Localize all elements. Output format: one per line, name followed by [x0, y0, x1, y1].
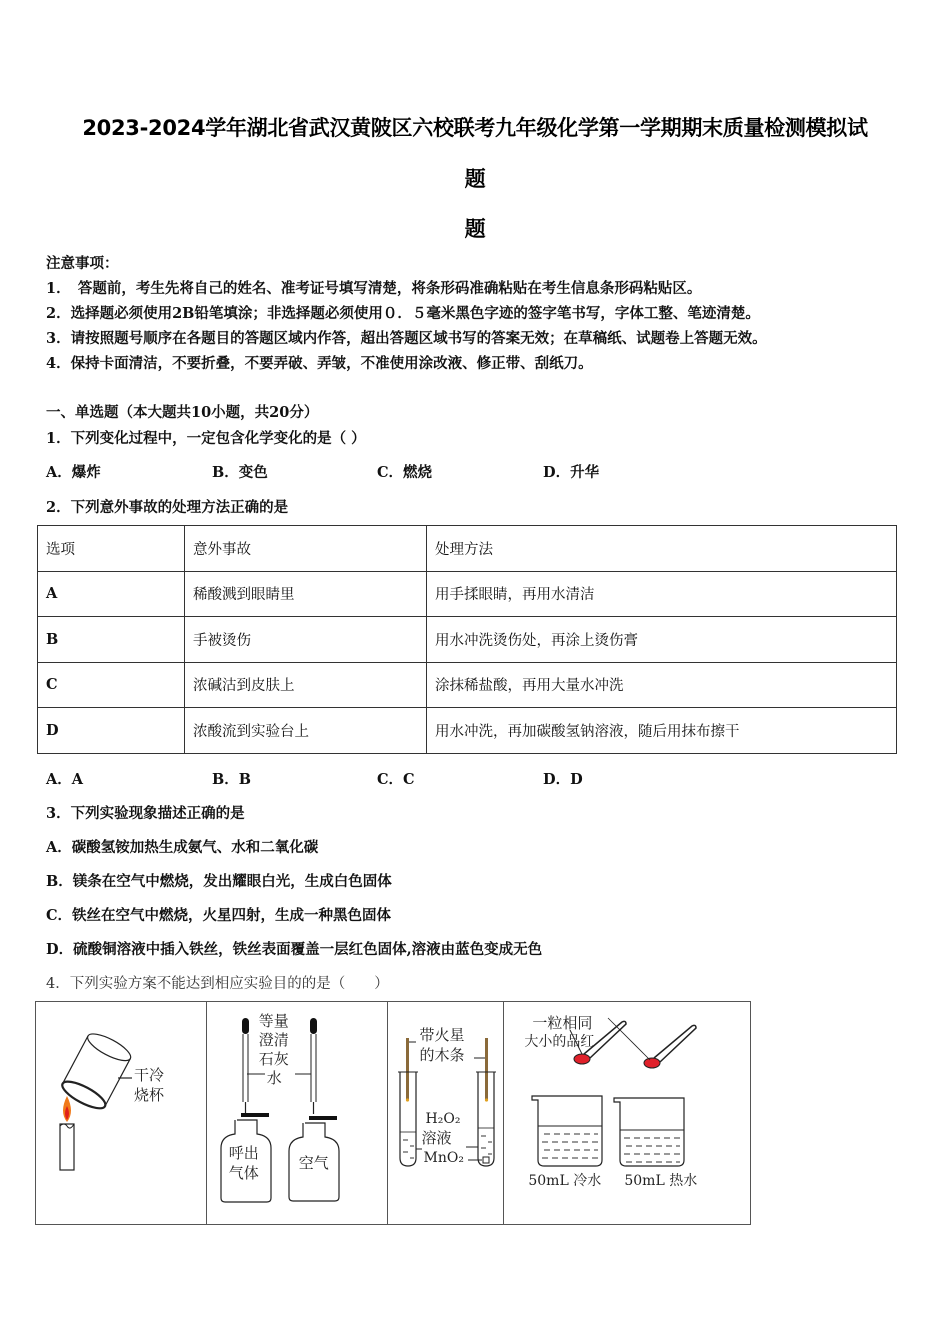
notice-item: 1． 答题前，考生先将自己的姓名、准考证号填写清楚，将条形码准确粘贴在考生信息条形码粘贴区。: [46, 280, 702, 297]
table-cell-accident: 稀酸溅到眼睛里: [185, 571, 427, 617]
exam-title-continued-2: 题: [464, 217, 486, 241]
splint-label: 带火星: [419, 1026, 465, 1044]
reagent-label: 等量: [258, 1012, 289, 1030]
question-2-stem: 2．下列意外事故的处理方法正确的是: [46, 499, 289, 516]
question-3-option-a[interactable]: A．碳酸氢铵加热生成氨气、水和二氧化碳: [46, 839, 319, 856]
experiment-panel-catalyst: [388, 1002, 505, 1224]
table-cell-method: 涂抹稀盐酸，再用大量水冲洗: [427, 662, 897, 708]
bottle-label-exhaled: 呼出: [228, 1144, 259, 1162]
table-cell-option: D: [38, 708, 185, 754]
reagent-label: 澄清: [258, 1031, 289, 1049]
exam-title-continued: 题: [464, 167, 486, 191]
question-1-option-b[interactable]: B．变色: [212, 464, 268, 481]
question-2-option-c[interactable]: C．C: [377, 771, 415, 788]
table-header-cell: 处理方法: [427, 526, 897, 572]
question-3-option-b[interactable]: B．镁条在空气中燃烧，发出耀眼白光，生成白色固体: [46, 873, 392, 890]
splint-label: 的木条: [419, 1046, 465, 1064]
section-heading: 一、单选题（本大题共10小题，共20分）: [46, 404, 319, 421]
beaker-label-hot: 50mL 热水: [624, 1173, 698, 1189]
question-3-option-d[interactable]: D．硫酸铜溶液中插入铁丝，铁丝表面覆盖一层红色固体,溶液由蓝色变成无色: [46, 941, 543, 958]
table-cell-method: 用水冲洗，再加碳酸氢钠溶液，随后用抹布擦干: [427, 708, 897, 754]
table-row: [38, 662, 897, 708]
question-3-stem: 3．下列实验现象描述正确的是: [46, 805, 245, 822]
table-cell-method: 用手揉眼睛，再用水清洁: [427, 571, 897, 617]
dye-label: 大小的品红: [524, 1034, 595, 1050]
question-1-stem: 1．下列变化过程中，一定包含化学变化的是（ ）: [46, 430, 366, 447]
reagent-label: 水: [266, 1069, 282, 1087]
question-1-option-c[interactable]: C．燃烧: [377, 464, 433, 481]
question-1-option-a[interactable]: A．爆炸: [46, 464, 101, 481]
table-cell-method: 用水冲洗烫伤处，再涂上烫伤膏: [427, 617, 897, 663]
experiment-panel-diffusion: [504, 1002, 750, 1224]
reagent-label: 石灰: [258, 1050, 289, 1068]
dropper-bottles-icon: [207, 1002, 387, 1224]
question-3-option-c[interactable]: C．铁丝在空气中燃烧，火星四射，生成一种黑色固体: [46, 907, 392, 924]
notice-heading: 注意事项：: [46, 255, 119, 272]
beaker-label-cold: 50mL 冷水: [528, 1173, 602, 1189]
bottle-label-exhaled: 气体: [228, 1164, 259, 1182]
catalyst-label: MnO₂: [423, 1150, 464, 1166]
solution-formula: H₂O₂: [425, 1111, 461, 1127]
table-cell-option: A: [38, 571, 185, 617]
table-row: [38, 708, 897, 754]
candle-beaker-icon: [36, 1002, 206, 1224]
experiment-panel-limewater: [207, 1002, 388, 1224]
dye-label: 一粒相同: [532, 1014, 593, 1032]
experiment-panel-candle: [36, 1002, 207, 1224]
bottle-label-air: 空气: [298, 1154, 329, 1172]
table-cell-option: B: [38, 617, 185, 663]
solution-label: 溶液: [421, 1129, 452, 1147]
beaker-label: 干冷: [134, 1066, 165, 1084]
table-cell-accident: 手被烫伤: [185, 617, 427, 663]
beaker-label: 烧杯: [134, 1086, 165, 1104]
question-2-option-b[interactable]: B．B: [212, 771, 252, 788]
notice-item: 2．选择题必须使用2B铅笔填涂；非选择题必须使用０．５毫米黑色字迹的签字笔书写，字体工整、笔迹清楚。: [46, 305, 760, 322]
notice-item: 3．请按照题号顺序在各题目的答题区域内作答，超出答题区域书写的答案无效；在草稿纸、试题卷上答题无效。: [46, 330, 767, 347]
notice-item: 4．保持卡面清洁，不要折叠，不要弄破、弄皱，不准使用涂改液、修正带、刮纸刀。: [46, 355, 593, 372]
table-cell-accident: 浓碱沽到皮肤上: [185, 662, 427, 708]
exam-title: 2023-2024学年湖北省武汉黄陂区六校联考九年级化学第一学期期末质量检测模拟试: [82, 116, 868, 140]
table-row: [38, 571, 897, 617]
question-1-option-d[interactable]: D．升华: [543, 464, 600, 481]
table-cell-accident: 浓酸流到实验台上: [185, 708, 427, 754]
table-cell-option: C: [38, 662, 185, 708]
experiment-figure: [35, 1001, 751, 1225]
question-4-stem: 4．下列实验方案不能达到相应实验目的的是（ ）: [46, 976, 389, 992]
table-row: [38, 617, 897, 663]
table-header-cell: 选项: [38, 526, 185, 572]
table-header-row: [38, 526, 897, 572]
question-2-option-a[interactable]: A．A: [46, 771, 84, 788]
question-2-option-d[interactable]: D．D: [543, 771, 583, 788]
accident-table: [37, 525, 897, 754]
table-header-cell: 意外事故: [185, 526, 427, 572]
